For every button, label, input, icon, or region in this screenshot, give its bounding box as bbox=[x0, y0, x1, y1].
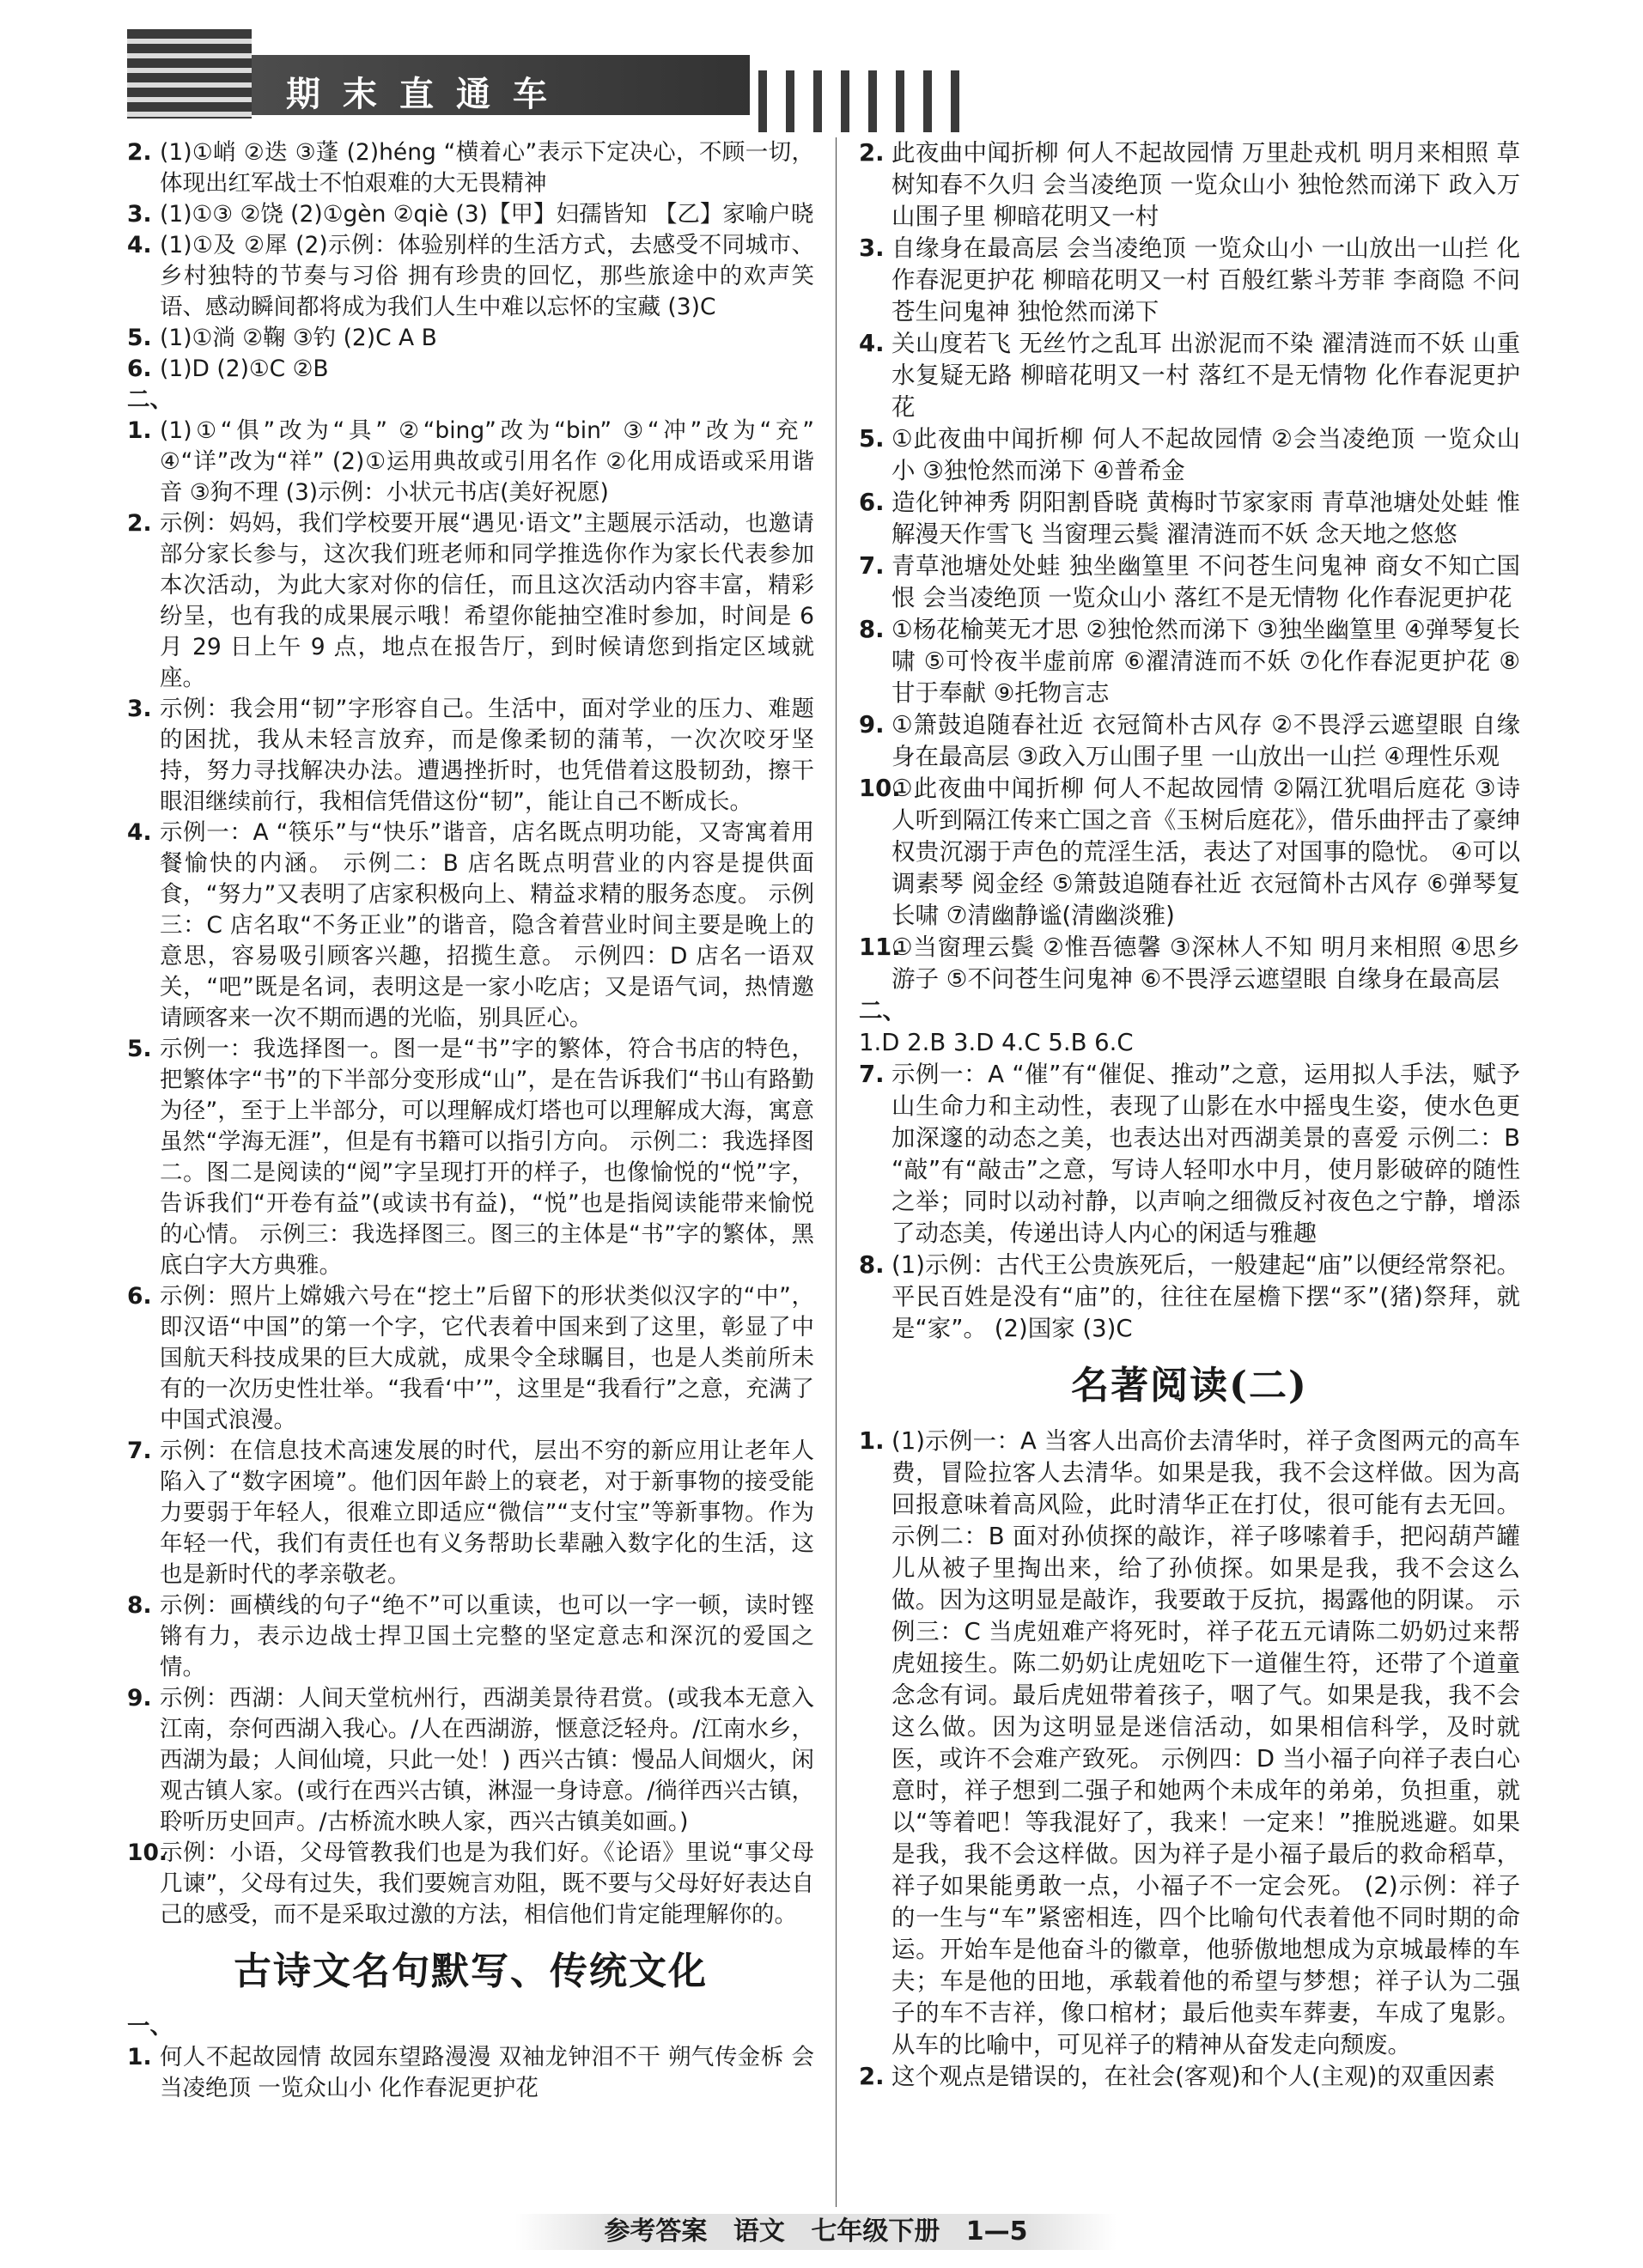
answer-item bbox=[859, 1426, 1520, 2061]
answer-number: 10. bbox=[859, 775, 901, 802]
answer-text: (1)①淌 ②鞠 ③钓 (2)C A B bbox=[160, 325, 437, 351]
answer-text: ①箫鼓追随春社近 衣冠简朴古风存 ②不畏浮云遮望眼 自缘身在最高层 ③政入万山围子里 一山放出一山拦 ④理性乐观 bbox=[891, 711, 1520, 770]
answer-number: 6. bbox=[127, 1283, 152, 1310]
answer-number: 3. bbox=[127, 696, 152, 722]
answer-text: 示例：画横线的句子“绝不”可以重读，也可以一字一顿，读时铿锵有力，表示边战士捍卫国土完整的坚定意志和深沉的爱国之情。 bbox=[160, 1592, 814, 1681]
answer-item bbox=[859, 1059, 1520, 1250]
answer-item bbox=[127, 323, 814, 354]
footer-label: 参考答案 bbox=[604, 2216, 708, 2247]
answer-text: 示例一：我选择图一。图一是“书”字的繁体，符合书店的特色，把繁体字“书”的下半部分变形成“山”，是在告诉我们“书山有路勤为径”，至于上半部分，可以理解成灯塔也可以理解成大海，寓意虽然“学海无涯”，但是有书籍可以指引方向。 示例二：我选择图二。图二是阅读的“阅”字呈现打开的样子，也像愉悦的“悦”字，告诉我们“开卷有益”(或读书有益)，“悦”也是指阅读能带来愉悦的心情。 示例三：我选择图三。图三的主体是“书”字的繁体，黑底白字大方典雅。 bbox=[160, 1036, 814, 1279]
answer-number: 6. bbox=[127, 356, 152, 382]
page-footer bbox=[515, 2214, 1117, 2250]
answer-text: 示例：照片上嫦娥六号在“挖土”后留下的形状类似汉字的“中”，即汉语“中国”的第一个字，它代表着中国来到了这里，彰显了中国航天科技成果的巨大成就，成果令全球瞩目，也是人类前所未有的一次历史性壮举。“我看‘中’”，这里是“我看行”之意，充满了中国式浪漫。 bbox=[160, 1283, 814, 1433]
answer-text: 这个观点是错误的，在社会(客观)和个人(主观)的双重因素 bbox=[891, 2063, 1495, 2090]
answer-number: 2. bbox=[859, 2063, 885, 2090]
answer-number: 5. bbox=[127, 1036, 152, 1062]
answer-number: 8. bbox=[127, 1592, 152, 1619]
section-label: 一、 bbox=[127, 2013, 173, 2040]
answer-text: (1)D (2)①C ②B bbox=[160, 356, 329, 382]
answer-item bbox=[127, 694, 814, 818]
answer-number: 8. bbox=[859, 616, 885, 643]
answer-item bbox=[127, 416, 814, 508]
answer-number: 9. bbox=[859, 711, 885, 739]
answer-item bbox=[127, 508, 814, 694]
answer-item bbox=[127, 2042, 814, 2104]
answer-item bbox=[859, 328, 1520, 423]
answer-text: 此夜曲中闻折柳 何人不起故园情 万里赴戎机 明月来相照 草树知春不久归 会当凌绝顶 一览众山小 独怆然而涕下 政入万山围子里 柳暗花明又一村 bbox=[891, 139, 1520, 230]
answer-number: 11. bbox=[859, 933, 901, 961]
answer-number: 6. bbox=[859, 489, 885, 516]
answer-text: ①此夜曲中闻折柳 何人不起故园情 ②会当凌绝顶 一览众山小 ③独怆然而涕下 ④普希金 bbox=[891, 425, 1520, 484]
answer-item bbox=[127, 354, 814, 385]
answer-item bbox=[859, 932, 1520, 995]
choice-answers: 1.D 2.B 3.D 4.C 5.B 6.C bbox=[859, 1029, 1134, 1056]
section-heading: 名著阅读(二) bbox=[1071, 1364, 1308, 1408]
answer-item bbox=[127, 1436, 814, 1590]
answer-item bbox=[127, 230, 814, 323]
answer-item bbox=[859, 137, 1520, 233]
answer-number: 5. bbox=[859, 425, 885, 453]
answer-text: 青草池塘处处蛙 独坐幽篁里 不问苍生问鬼神 商女不知亡国恨 会当凌绝顶 一览众山小 落红不是无情物 化作春泥更护花 bbox=[891, 552, 1520, 611]
answer-item bbox=[127, 137, 814, 199]
answer-item bbox=[127, 1590, 814, 1683]
answer-number: 5. bbox=[127, 325, 152, 351]
answer-item bbox=[127, 1838, 814, 1931]
answer-number: 4. bbox=[859, 330, 885, 357]
answer-text: 关山度若飞 无丝竹之乱耳 出淤泥而不染 濯清涟而不妖 山重水复疑无路 柳暗花明又一村 落红不是无情物 化作春泥更护花 bbox=[891, 330, 1520, 421]
answer-number: 3. bbox=[859, 234, 885, 262]
header-title: 期末直通车 bbox=[286, 74, 569, 114]
left-column bbox=[127, 137, 814, 2104]
answer-item bbox=[127, 1683, 814, 1838]
page-header bbox=[127, 29, 694, 119]
answer-text: 造化钟神秀 阴阳割昏晓 黄梅时节家家雨 青草池塘处处蛙 惟解漫天作雪飞 当窗理云鬓 濯清涟而不妖 念天地之悠悠 bbox=[891, 489, 1520, 548]
answer-text: (1)①及 ②犀 (2)示例：体验别样的生活方式，去感受不同城市、乡村独特的节奏与习俗 拥有珍贵的回忆，那些旅途中的欢声笑语、感动瞬间都将成为我们人生中难以忘怀的宝藏 (3)C bbox=[160, 232, 814, 320]
answer-item bbox=[127, 1034, 814, 1281]
answer-text: (1)示例：古代王公贵族死后，一般建起“庙”以便经常祭祀。平民百姓是没有“庙”的，往往在屋檐下摆“豕”(猪)祭拜，就是“家”。 (2)国家 (3)C bbox=[891, 1251, 1520, 1342]
answer-text: (1)①“俱”改为“具” ②“bing”改为“bin” ③“冲”改为“充” ④“详”改为“祥” (2)①运用典故或引用名作 ②化用成语或采用谐音 ③狗不理 (3)示例：小状元书店(美好祝愿) bbox=[160, 417, 814, 506]
answer-item bbox=[859, 614, 1520, 709]
header-bars bbox=[758, 70, 973, 132]
answer-item bbox=[859, 773, 1520, 932]
answer-text: ①杨花榆荚无才思 ②独怆然而涕下 ③独坐幽篁里 ④弹琴复长啸 ⑤可怜夜半虚前席 ⑥濯清涟而不妖 ⑦化作春泥更护花 ⑧甘于奉献 ⑨托物言志 bbox=[891, 616, 1520, 707]
answer-number: 1. bbox=[127, 417, 152, 444]
answer-item bbox=[859, 709, 1520, 773]
answer-text: 何人不起故园情 故园东望路漫漫 双袖龙钟泪不干 朔气传金柝 会当凌绝顶 一览众山小 化作春泥更护花 bbox=[160, 2044, 814, 2101]
answer-number: 4. bbox=[127, 232, 152, 258]
answer-text: 自缘身在最高层 会当凌绝顶 一览众山小 一山放出一山拦 化作春泥更护花 柳暗花明又一村 百般红紫斗芳菲 李商隐 不问苍生问鬼神 独怆然而涕下 bbox=[891, 234, 1520, 325]
answer-number: 1. bbox=[127, 2044, 152, 2070]
answer-item bbox=[127, 199, 814, 230]
header-stripes-left bbox=[127, 29, 252, 119]
answer-text: (1)①③ ②饶 (2)①gèn ②qiè (3)【甲】妇孺皆知 【乙】家喻户晓 bbox=[160, 201, 814, 228]
answer-number: 7. bbox=[859, 552, 885, 580]
answer-text: ①此夜曲中闻折柳 何人不起故园情 ②隔江犹唱后庭花 ③诗人听到隔江传来亡国之音《玉树后庭花》，借乐曲抨击了豪绅权贵沉溺于声色的荒淫生活，表达了对国事的隐忧。 ④可以调素琴 阅金经 ⑤箫鼓追随春社近 衣冠简朴古风存 ⑥弹琴复长啸 ⑦清幽静谧(清幽淡雅) bbox=[891, 775, 1520, 929]
answer-number: 2. bbox=[127, 510, 152, 537]
footer-page: 1—5 bbox=[965, 2216, 1028, 2247]
footer-grade: 七年级下册 bbox=[811, 2216, 940, 2247]
answer-number: 2. bbox=[859, 139, 885, 167]
answer-text: (1)示例一：A 当客人出高价去清华时，祥子贪图两元的高车费，冒险拉客人去清华。如果是我，我不会这样做。因为高回报意味着高风险，此时清华正在打仗，很可能有去无回。 示例二：B 面对孙侦探的敲诈，祥子哆嗦着手，把闷葫芦罐儿从被子里掏出来，给了孙侦探。如果是我，我不会这么做。因为这明显是敲诈，我要敢于反抗，揭露他的阴谋。 示例三：C 当虎妞难产将死时，祥子花五元请陈二奶奶过来帮虎妞接生。陈二奶奶让虎妞吃下一道催生符，还带了个道童念念有词。最后虎妞带着孩子，咽了气。如果是我，我不会这么做。因为这明显是迷信活动，如果相信科学，及时就医，或许不会难产致死。 示例四：D 当小福子向祥子表白心意时，祥子想到二强子和她两个未成年的弟弟，负担重，就以“等着吧！等我混好了，我来！一定来！”推脱逃避。如果是我，我不会这样做。因为祥子是小福子最后的救命稻草，祥子如果能勇敢一点，小福子不一定会死。 (2)示例：祥子的一生与“车”紧密相连，四个比喻句代表着他不同时期的命运。开始车是他奋斗的徽章，他骄傲地想成为京城最棒的车夫；车是他的田地，承载着他的希望与梦想；祥子认为二强子的车不吉祥，像口棺材；最后他卖车葬妻，车成了鬼影。从车的比喻中，可见祥子的精神从奋发走向颓废。 bbox=[891, 1427, 1520, 2058]
answer-text: 示例一：A “筷乐”与“快乐”谐音，店名既点明功能，又寄寓着用餐愉快的内涵。 示例二：B 店名既点明营业的内容是提供面食，“努力”又表明了店家积极向上、精益求精的服务态度。 示例三：C 店名取“不务正业”的谐音，隐含着营业时间主要是晚上的意思，容易吸引顾客兴趣，招揽生意。 示例四：D 店名一语双关，“吧”既是名词，表明这是一家小吃店；又是语气词，热情邀请顾客来一次不期而遇的光临，别具匠心。 bbox=[160, 819, 814, 1031]
answer-number: 2. bbox=[127, 139, 152, 166]
answer-number: 10. bbox=[127, 1839, 167, 1866]
answer-number: 7. bbox=[127, 1438, 152, 1464]
section-label: 二、 bbox=[859, 997, 906, 1025]
answer-item bbox=[859, 423, 1520, 487]
answer-item bbox=[859, 550, 1520, 614]
answer-item bbox=[859, 487, 1520, 550]
answer-item bbox=[859, 2061, 1520, 2093]
section-label: 二、 bbox=[127, 386, 173, 413]
answer-item bbox=[127, 1281, 814, 1436]
answer-text: 示例：妈妈，我们学校要开展“遇见·语文”主题展示活动，也邀请部分家长参与，这次我们班老师和同学推选你作为家长代表参加本次活动，为此大家对你的信任，而且这次活动内容丰富，精彩纷呈，也有我的成果展示哦！希望你能抽空准时参加，时间是 6 月 29 日上午 9 点，地点在报告厅，到时候请您到指定区域就座。 bbox=[160, 510, 814, 691]
answer-item bbox=[859, 1250, 1520, 1345]
answer-number: 9. bbox=[127, 1685, 152, 1712]
answer-text: 示例：我会用“韧”字形容自己。生活中，面对学业的压力、难题的困扰，我从未轻言放弃，而是像柔韧的蒲苇，一次次咬牙坚持，努力寻找解决办法。遭遇挫折时，也凭借着这股韧劲，擦干眼泪继续前行，我相信凭借这份“韧”，能让自己不断成长。 bbox=[160, 696, 814, 815]
answer-text: (1)①峭 ②迭 ③蓬 (2)héng “横着心”表示下定决心，不顾一切，体现出红军战士不怕艰难的大无畏精神 bbox=[160, 139, 814, 197]
answer-text: 示例：西湖：人间天堂杭州行，西湖美景待君赏。(或我本无意入江南，奈何西湖入我心。/人在西湖游，惬意泛轻舟。/江南水乡，西湖为最；人间仙境，只此一处！) 西兴古镇：慢品人间烟火，闲观古镇人家。(或行在西兴古镇，淋湿一身诗意。/徜徉西兴古镇，聆听历史回声。/古桥流水映人家，西兴古镇美如画。) bbox=[160, 1685, 814, 1835]
section-heading: 古诗文名句默写、传统文化 bbox=[234, 1949, 708, 1993]
answer-text: ①当窗理云鬓 ②惟吾德馨 ③深林人不知 明月来相照 ④思乡游子 ⑤不问苍生问鬼神 ⑥不畏浮云遮望眼 自缘身在最高层 bbox=[891, 933, 1520, 993]
answer-number: 3. bbox=[127, 201, 152, 228]
answer-text: 示例一：A “催”有“催促、推动”之意，运用拟人手法，赋予山生命力和主动性，表现了山影在水中摇曳生姿，使水色更加深邃的动态之美，也表达出对西湖美景的喜爱 示例二：B “敲”有“敲击”之意，写诗人轻叩水中月，使月影破碎的随性之举；同时以动衬静，以声响之细微反衬夜色之宁静，增添了动态美，传递出诗人内心的闲适与雅趣 bbox=[891, 1061, 1520, 1247]
answer-number: 8. bbox=[859, 1251, 885, 1279]
answer-number: 1. bbox=[859, 1427, 885, 1455]
answer-number: 7. bbox=[859, 1061, 885, 1088]
answer-item bbox=[859, 233, 1520, 328]
answer-text: 示例：在信息技术高速发展的时代，层出不穷的新应用让老年人陷入了“数字困境”。他们因年龄上的衰老，对于新事物的接受能力要弱于年轻人，很难立即适应“微信”“支付宝”等新事物。作为年轻一代，我们有责任也有义务帮助长辈融入数字化的生活，这也是新时代的孝亲敬老。 bbox=[160, 1438, 814, 1588]
column-divider bbox=[836, 137, 837, 2207]
answer-item bbox=[127, 818, 814, 1034]
answer-number: 4. bbox=[127, 819, 152, 846]
right-column bbox=[859, 137, 1520, 2093]
answer-text: 示例：小语，父母管教我们也是为我们好。《论语》里说“事父母几谏”，父母有过失，我们要婉言劝阻，既不要与父母好好表达自己的感受，而不是采取过激的方法，相信他们肯定能理解你的。 bbox=[160, 1839, 814, 1928]
footer-subject: 语文 bbox=[733, 2216, 785, 2247]
